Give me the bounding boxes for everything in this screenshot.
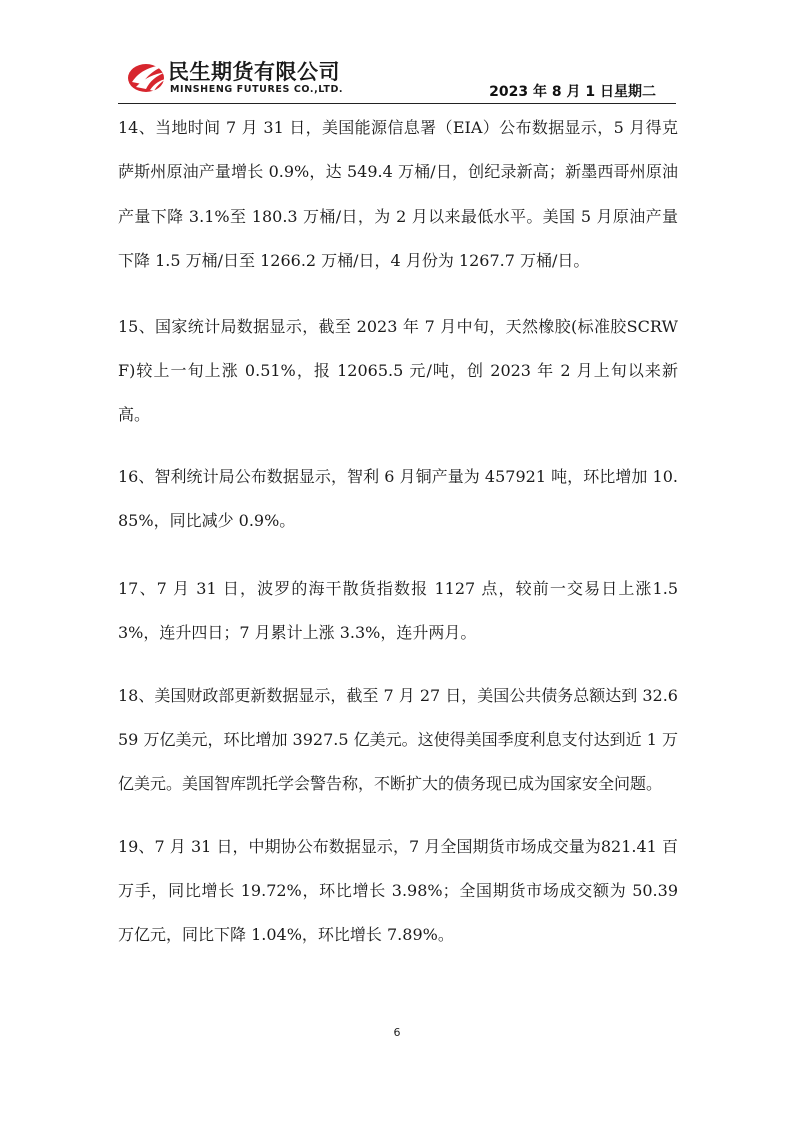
report-date: 2023 年 8 月 1 日星期二 [489, 84, 656, 100]
news-item-18: 18、美国财政部更新数据显示，截至 7 月 27 日，美国公共债务总额达到 32.659 万亿美元，环比增加 3927.5 亿美元。这使得美国季度利息支付达到近 1 万亿美元。美国智库凯托学会警告称，不断扩大的债务现已成为国家安全问题。 [118, 685, 678, 794]
header-divider [118, 103, 676, 104]
news-item-19: 19、7 月 31 日，中期协公布数据显示，7 月全国期货市场成交量为821.41 百万手，同比增长 19.72%，环比增长 3.98%；全国期货市场成交额为 50.39 万亿元，同比下降 1.04%，环比增长 7.89%。 [118, 836, 678, 945]
news-item-15: 15、国家统计局数据显示，截至 2023 年 7 月中旬，天然橡胶(标准胶SCRWF)较上一旬上涨 0.51%，报 12065.5 元/吨，创 2023 年 2 月上旬以来新高。 [118, 316, 678, 425]
page-header [118, 50, 676, 104]
page-number: 6 [393, 1026, 401, 1039]
company-logo [126, 56, 366, 102]
news-item-14: 14、当地时间 7 月 31 日，美国能源信息署（EIA）公布数据显示，5 月得克萨斯州原油产量增长 0.9%，达 549.4 万桶/日，创纪录新高；新墨西哥州原油产量下降 3.1%至 180.3 万桶/日，为 2 月以来最低水平。美国 5 月原油产量下降 1.5 万桶/日至 1266.2 万桶/日，4 月份为 1267.7 万桶/日。 [118, 118, 678, 270]
news-item-17: 17、7 月 31 日，波罗的海干散货指数报 1127 点，较前一交易日上涨1.53%，连升四日；7 月累计上涨 3.3%，连升两月。 [118, 579, 678, 643]
news-item-16: 16、智利统计局公布数据显示，智利 6 月铜产量为 457921 吨，环比增加 10.85%，同比减少 0.9%。 [118, 466, 678, 530]
minsheng-logo-icon [126, 60, 170, 94]
news-list [118, 106, 678, 982]
company-name-en: MINSHENG FUTURES CO.,LTD. [170, 84, 344, 95]
company-name-cn: 民生期货有限公司 [168, 60, 340, 84]
